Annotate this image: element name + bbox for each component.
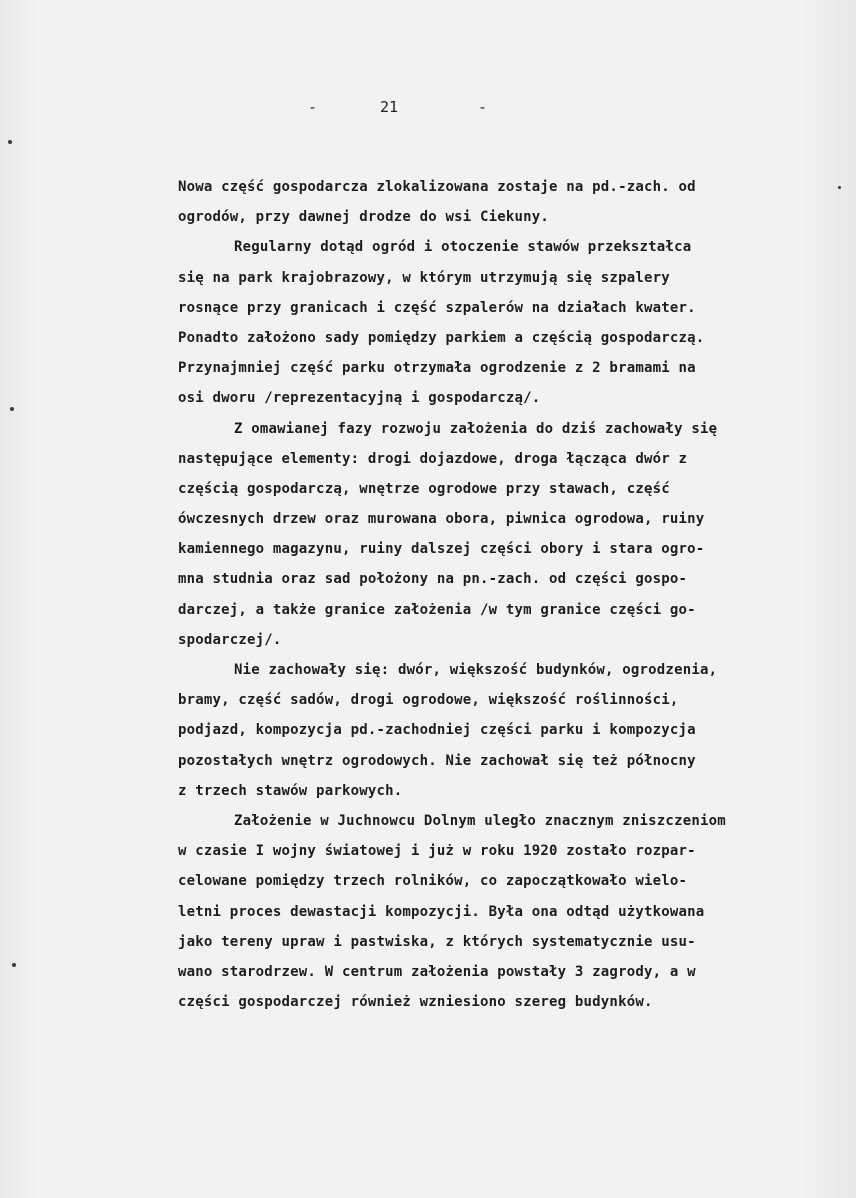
paragraph-start-line: Założenie w Juchnowcu Dolnym uległo znacznym zniszczeniom <box>234 812 726 829</box>
text-line: się na park krajobrazowy, w którym utrzymują się szpalery <box>178 269 670 286</box>
text-line: części gospodarczej również wzniesiono szereg budynków. <box>178 994 653 1011</box>
page-number: 21 <box>380 98 399 116</box>
header-dash-right: - <box>478 98 488 116</box>
text-line: ogrodów, przy dawnej drodze do wsi Ciekuny. <box>178 209 550 226</box>
text-line: rosnące przy granicach i część szpalerów na działach kwater. <box>178 299 696 316</box>
body-text <box>178 172 818 1017</box>
text-line: ówczesnych drzew oraz murowana obora, piwnica ogrodowa, ruiny <box>178 511 705 528</box>
margin-mark <box>12 963 16 967</box>
text-line: celowane pomiędzy trzech rolników, co zapoczątkowało wielo- <box>178 873 688 890</box>
paragraph-start-line: Regularny dotąd ogród i otoczenie stawów przekształca <box>234 239 692 256</box>
text-line: w czasie I wojny światowej i już w roku 1920 zostało rozpar- <box>178 843 696 860</box>
paragraph-start-line: Nie zachowały się: dwór, większość budynków, ogrodzenia, <box>234 662 718 678</box>
text-line: Przynajmniej część parku otrzymała ogrodzenie z 2 bramami na <box>178 360 696 377</box>
text-line: z trzech stawów parkowych. <box>178 782 403 799</box>
text-line: darczej, a także granice założenia /w tym granice części go- <box>178 601 696 618</box>
text-line: mna studnia oraz sad położony na pn.-zach. od części gospo- <box>178 571 688 588</box>
text-line: pozostałych wnętrz ogrodowych. Nie zachował się też północny <box>178 752 696 769</box>
margin-mark <box>10 407 14 411</box>
text-line: Nowa część gospodarcza zlokalizowana zostaje na pd.-zach. od <box>178 179 696 195</box>
text-line: jako tereny upraw i pastwiska, z których systematycznie usu- <box>178 933 696 950</box>
text-line: spodarczej/. <box>178 631 282 648</box>
margin-mark <box>8 140 12 144</box>
paragraph-start-line: Z omawianej fazy rozwoju założenia do dziś zachowały się <box>234 420 718 437</box>
text-line: Ponadto założono sady pomiędzy parkiem a częścią gospodarczą. <box>178 329 705 346</box>
text-line: letni proces dewastacji kompozycji. Była ona odtąd użytkowana <box>178 903 705 920</box>
text-line: bramy, część sadów, drogi ogrodowe, większość roślinności, <box>178 692 679 709</box>
margin-mark <box>838 186 841 189</box>
page-header <box>300 98 500 122</box>
header-dash-left: - <box>308 98 318 116</box>
text-line: częścią gospodarczą, wnętrze ogrodowe przy stawach, część <box>178 480 670 497</box>
text-line: wano starodrzew. W centrum założenia powstały 3 zagrody, a w <box>178 963 696 980</box>
text-line: kamiennego magazynu, ruiny dalszej części obory i stara ogro- <box>178 541 705 558</box>
text-line: podjazd, kompozycja pd.-zachodniej części parku i kompozycja <box>178 722 696 739</box>
text-line: osi dworu /reprezentacyjną i gospodarczą/. <box>178 390 541 407</box>
text-line: następujące elementy: drogi dojazdowe, droga łącząca dwór z <box>178 450 688 467</box>
